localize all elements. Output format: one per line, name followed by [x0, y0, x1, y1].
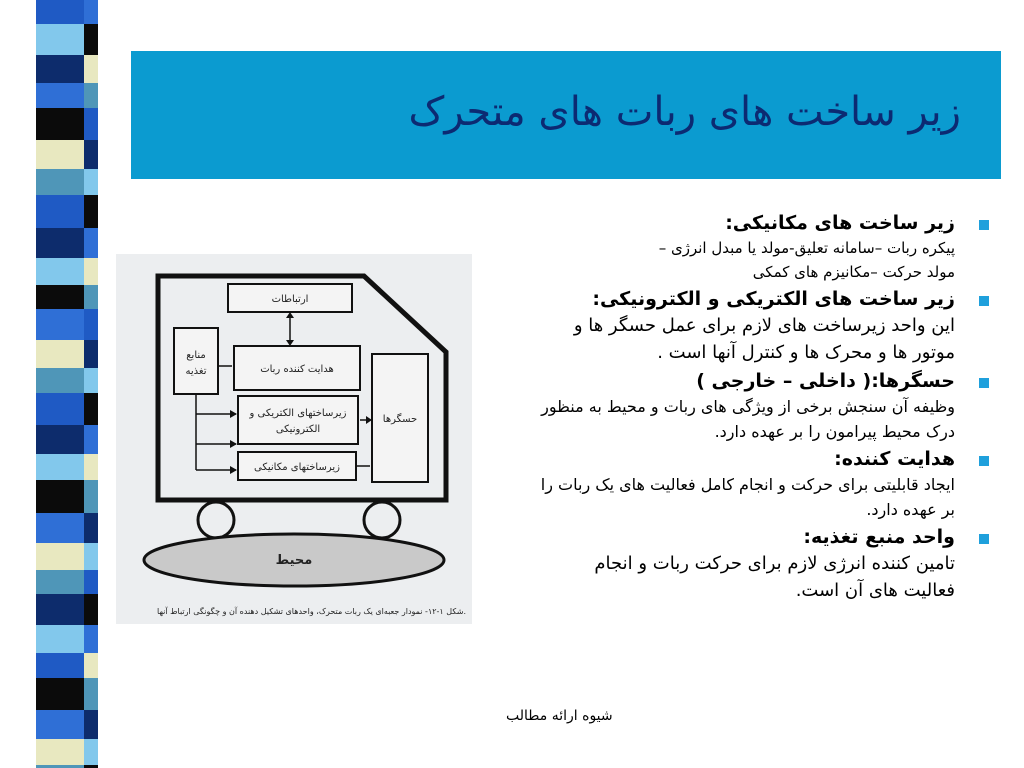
- bullet-line: تامین کننده انرژی لازم برای حرکت ربات و انجام: [594, 553, 955, 574]
- bullet-line: وظیفه آن سنجش برخی از ویژگی های ربات و محیط به منظور: [541, 397, 955, 416]
- stripe-accent: [84, 625, 98, 653]
- bullet-item: [480, 286, 995, 312]
- square-bullet-icon: [979, 456, 989, 466]
- bullet-heading: زیر ساخت های مکانیکی:: [725, 212, 955, 234]
- slide-content: [480, 208, 995, 604]
- stripe-accent: [84, 543, 98, 570]
- stripe-accent: [84, 258, 98, 285]
- label-ground: محیط: [275, 553, 313, 568]
- label-nav: هدایت کننده ربات: [260, 364, 334, 375]
- bullet-heading: واحد منبع تغذیه:: [803, 526, 955, 548]
- stripe-accent: [84, 24, 98, 55]
- stripe-accent: [84, 228, 98, 258]
- stripe-accent: [84, 480, 98, 513]
- diagram-svg: [116, 254, 472, 624]
- stripe-accent: [84, 83, 98, 108]
- stripe-accent: [84, 425, 98, 454]
- square-bullet-icon: [979, 534, 989, 544]
- bullet-item: [480, 368, 995, 394]
- label-power-2: تغذیه: [185, 366, 207, 377]
- diagram-caption: شکل ۱-۱۲- نمودار جعبه‌ای یک ربات متحرک، واحدهای تشکیل دهنده آن و چگونگی ارتباط آنها.: [157, 607, 466, 616]
- label-sensors: حسگرها: [382, 414, 418, 425]
- square-bullet-icon: [979, 296, 989, 306]
- power-box: [174, 328, 218, 394]
- title-banner: [131, 51, 1001, 179]
- robot-block-diagram: [116, 254, 472, 624]
- stripe-accent: [84, 368, 98, 393]
- stripe-accent: [84, 739, 98, 765]
- bullet-line: فعالیت های آن است.: [795, 580, 955, 601]
- bullet-line: درک محیط پیرامون را بر عهده دارد.: [714, 422, 955, 441]
- label-mech: زیرساختهای مکانیکی: [253, 462, 341, 473]
- square-bullet-icon: [979, 378, 989, 388]
- bullet-line: بر عهده دارد.: [866, 500, 955, 519]
- decorative-stripe: [36, 0, 98, 768]
- bullet-item: [480, 210, 995, 236]
- stripe-accent: [84, 0, 98, 24]
- bullet-line: پیکره ربات –سامانه تعلیق-مولد یا مبدل انرژی –: [658, 239, 955, 257]
- stripe-accent: [84, 393, 98, 425]
- stripe-accent: [84, 169, 98, 195]
- wheel-left: [198, 502, 234, 538]
- stripe-accent: [84, 108, 98, 140]
- stripe-accent: [84, 195, 98, 228]
- slide-title: زیر ساخت های ربات های متحرک: [408, 89, 961, 135]
- label-comm: ارتباطات: [271, 294, 309, 305]
- bullet-line: مولد حرکت –مکانیزم های کمکی: [752, 263, 955, 281]
- bullet-item: [480, 446, 995, 472]
- label-power-1: منابع: [186, 350, 206, 361]
- stripe-accent: [84, 309, 98, 340]
- stripe-accent: [84, 140, 98, 169]
- stripe-accent: [84, 55, 98, 83]
- diagram-arrowheads: [230, 312, 372, 474]
- stripe-accent: [84, 710, 98, 739]
- label-elec-2: الکترونیکی: [275, 424, 321, 435]
- bullet-line: این واحد زیرساخت های لازم برای عمل حسگر ها و: [573, 315, 955, 336]
- stripe-accent: [84, 594, 98, 625]
- stripe-accent: [84, 570, 98, 594]
- bullet-line: موتور ها و محرک ها و کنترل آنها است .: [657, 342, 955, 363]
- bullet-heading: زیر ساخت های الکتریکی و الکترونیکی:: [592, 288, 955, 310]
- stripe-accent: [84, 513, 98, 543]
- bullet-item: [480, 524, 995, 550]
- diagram-connectors: [196, 314, 370, 470]
- wheel-right: [364, 502, 400, 538]
- slide-footer: شیوه ارائه مطالب: [506, 708, 613, 724]
- label-elec-1: زیرساختهای الکتریکی و: [249, 408, 347, 419]
- stripe-accent: [84, 454, 98, 480]
- stripe-accent: [84, 285, 98, 309]
- stripe-accent: [84, 678, 98, 710]
- elec-box: [238, 396, 358, 444]
- stripe-accent: [84, 653, 98, 678]
- stripe-accent: [84, 340, 98, 368]
- square-bullet-icon: [979, 220, 989, 230]
- bullet-heading: هدایت کننده:: [834, 448, 955, 470]
- bullet-heading: حسگرها:( داخلی – خارجی ): [696, 370, 955, 392]
- bullet-line: ایجاد قابلیتی برای حرکت و انجام کامل فعالیت های یک ربات را: [540, 475, 955, 494]
